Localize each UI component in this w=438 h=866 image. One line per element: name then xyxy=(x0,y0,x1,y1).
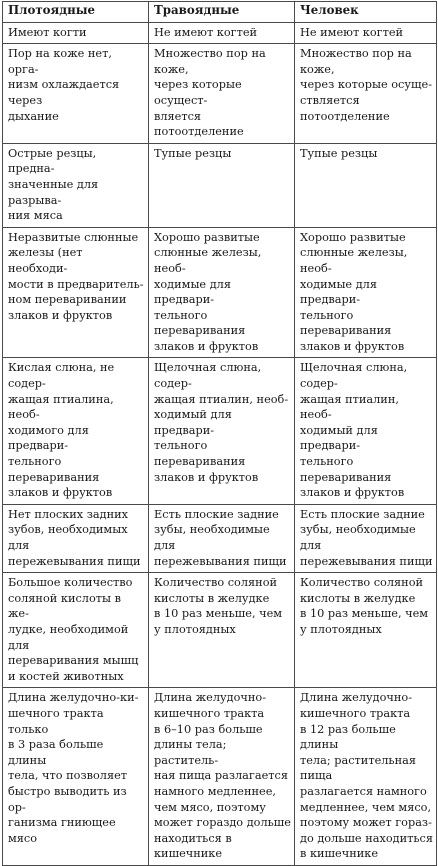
table-cell: Имеют когти xyxy=(3,22,149,44)
table-cell: Не имеют когтей xyxy=(149,22,295,44)
comparison-table xyxy=(2,1,437,866)
table-cell: Множество пор на коже, через которые осуще- ствляется потоотделение xyxy=(295,44,437,144)
table-cell: Есть плоские задние зубы, необходимые для пережевывания пищи xyxy=(295,504,437,572)
table-body xyxy=(3,22,437,865)
table-cell: Большое количество соляной кислоты в же- лудке, необходимой для переваривания мышц и костей животных xyxy=(3,573,149,688)
table-cell: Множество пор на коже, через которые осущест- вляется потоотделение xyxy=(149,44,295,144)
table-cell: Количество соляной кислоты в желудке в 10 раз меньше, чем у плотоядных xyxy=(149,573,295,688)
table-cell: Хорошо развитые слюнные железы, необ- ходимые для предвари- тельного переваривания злаков и фруктов xyxy=(295,227,437,358)
table-row xyxy=(3,44,437,144)
table-row xyxy=(3,504,437,572)
table-cell: Тупые резцы xyxy=(149,143,295,227)
table-cell: Щелочная слюна, содер- жащая птиалин, необ- ходимый для предвари- тельного переваривания злаков и фруктов xyxy=(295,358,437,504)
table-row xyxy=(3,143,437,227)
table-cell: Щелочная слюна, содер- жащая птиалин, необ- ходимый для предвари- тельного переваривания злаков и фруктов xyxy=(149,358,295,504)
table-row xyxy=(3,358,437,504)
table-row xyxy=(3,688,437,866)
table-cell: Тупые резцы xyxy=(295,143,437,227)
header-herbivores: Травоядные xyxy=(149,2,295,23)
table-row xyxy=(3,22,437,44)
table-cell: Длина желудочно- кишечного тракта в 6–10 раз больше длины тела; раститель- ная пища разлагается намного медленнее, чем мясо, поэтому может гораздо дольше находиться в кишечнике xyxy=(149,688,295,866)
table-cell: Есть плоские задние зубы, необходимые для пережевывания пищи xyxy=(149,504,295,572)
table-header xyxy=(3,2,437,23)
table-cell: Пор на коже нет, орга- низм охлаждается через дыхание xyxy=(3,44,149,144)
table-cell: Длина желудочно-ки- шечного тракта только в 3 раза больше длины тела, что позволяет быстро выводить из ор- ганизма гниющее мясо xyxy=(3,688,149,866)
header-row xyxy=(3,2,437,23)
table-cell: Хорошо развитые слюнные железы, необ- ходимые для предвари- тельного переваривания злаков и фруктов xyxy=(149,227,295,358)
table-cell: Нет плоских задних зубов, необходимых для пережевывания пищи xyxy=(3,504,149,572)
table-cell: Не имеют когтей xyxy=(295,22,437,44)
table-row xyxy=(3,227,437,358)
table-cell: Длина желудочно- кишечного тракта в 12 раз больше длины тела; растительная пища разлагается намного медленнее, чем мясо, поэтому может гораз- до дольше находиться в кишечнике xyxy=(295,688,437,866)
table-row xyxy=(3,573,437,688)
table-cell: Количество соляной кислоты в желудке в 10 раз меньше, чем у плотоядных xyxy=(295,573,437,688)
table-cell: Острые резцы, предна- значенные для разрыва- ния мяса xyxy=(3,143,149,227)
header-human: Человек xyxy=(295,2,437,23)
header-carnivores: Плотоядные xyxy=(3,2,149,23)
table-cell: Кислая слюна, не содер- жащая птиалина, необ- ходимого для предвари- тельного переваривания злаков и фруктов xyxy=(3,358,149,504)
table-cell: Неразвитые слюнные железы (нет необходи- мости в предваритель- ном переваривании злаков и фруктов xyxy=(3,227,149,358)
